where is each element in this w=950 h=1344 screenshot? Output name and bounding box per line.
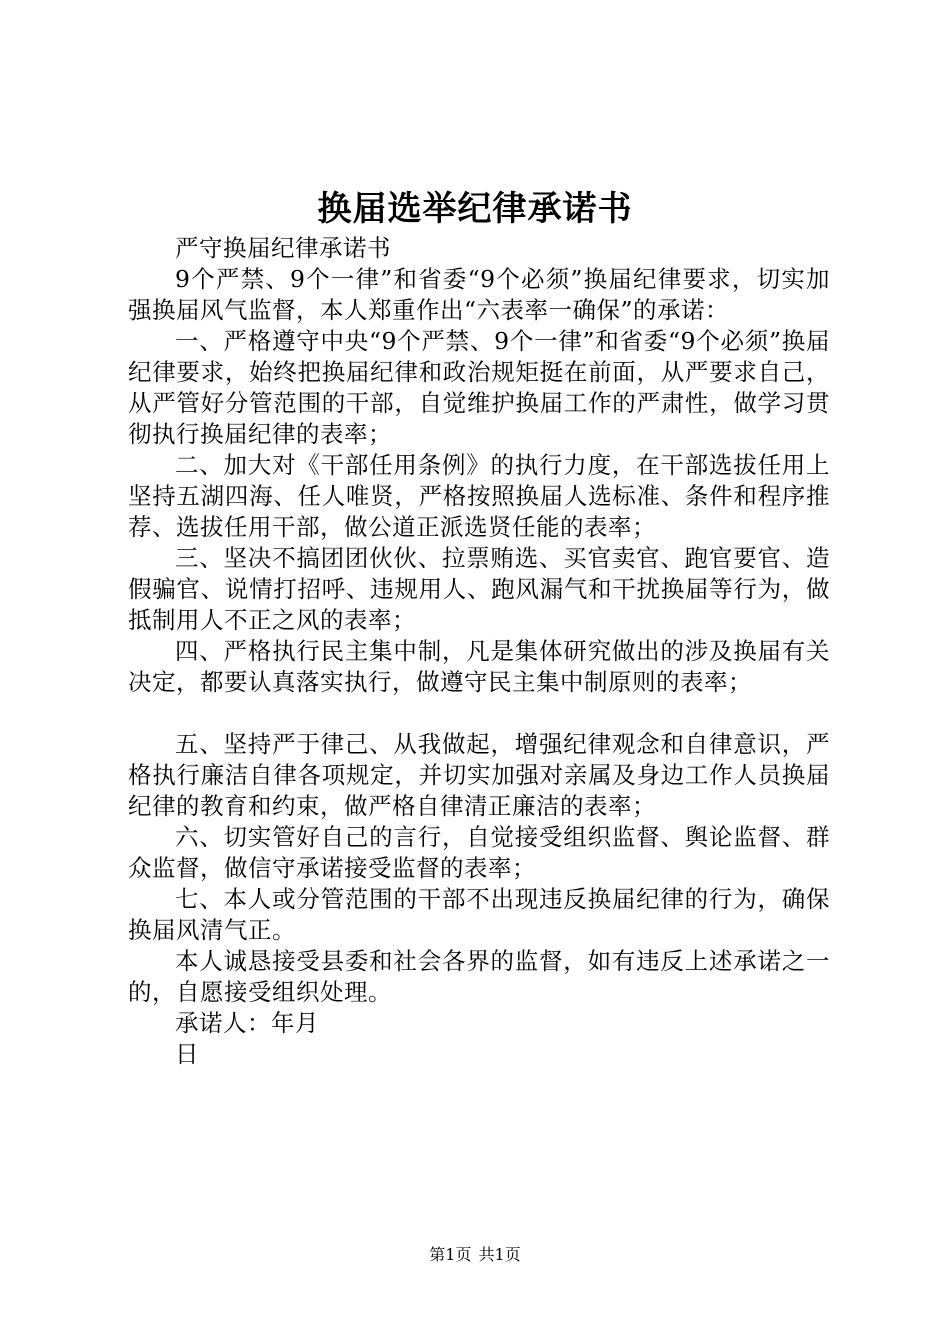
document-body xyxy=(128,233,830,1070)
paragraph-item-1: 一、严格遵守中央“9个严禁、9个一律”和省委“9个必须”换届纪律要求，始终把换届纪律和政治规矩挺在前面，从严要求自己，从严管好分管范围的干部，自觉维护换届工作的严肃性，做学习贯彻执行换届纪律的表率； xyxy=(128,327,830,448)
paragraph-item-6: 六、切实管好自己的言行，自觉接受组织监督、舆论监督、群众监督，做信守承诺接受监督的表率； xyxy=(128,823,830,882)
paragraph-item-4: 四、严格执行民主集中制，凡是集体研究做出的涉及换届有关决定，都要认真落实执行，做遵守民主集中制原则的表率； xyxy=(128,637,830,696)
signature-line: 承诺人：年月 xyxy=(175,1009,319,1037)
document-title: 换届选举纪律承诺书 xyxy=(317,189,633,229)
paragraph-heading: 严守换届纪律承诺书 xyxy=(175,234,391,262)
paragraph-item-5: 五、坚持严于律己、从我做起，增强纪律观念和自律意识，严格执行廉洁自律各项规定，并切实加强对亲属及身边工作人员换届纪律的教育和约束，做严格自律清正廉洁的表率； xyxy=(128,730,830,820)
page-number: 第1页 共1页 xyxy=(429,1245,521,1264)
date-line: 日 xyxy=(175,1040,199,1068)
paragraph-intro: 9个严禁、9个一律”和省委“9个必须”换届纪律要求，切实加强换届风气监督，本人郑重作出“六表率一确保”的承诺： xyxy=(128,265,830,324)
paragraph-item-7: 七、本人或分管范围的干部不出现违反换届纪律的行为，确保换届风清气正。 xyxy=(128,885,830,944)
paragraph-item-3: 三、坚决不搞团团伙伙、拉票贿选、买官卖官、跑官要官、造假骗官、说情打招呼、违规用人、跑风漏气和干扰换届等行为，做抵制用人不正之风的表率； xyxy=(128,544,830,634)
paragraph-item-2: 二、加大对《干部任用条例》的执行力度，在干部选拔任用上坚持五湖四海、任人唯贤，严格按照换届人选标准、条件和程序推荐、选拔任用干部，做公道正派选贤任能的表率； xyxy=(128,451,830,541)
paragraph-closing: 本人诚恳接受县委和社会各界的监督，如有违反上述承诺之一的，自愿接受组织处理。 xyxy=(128,947,830,1006)
